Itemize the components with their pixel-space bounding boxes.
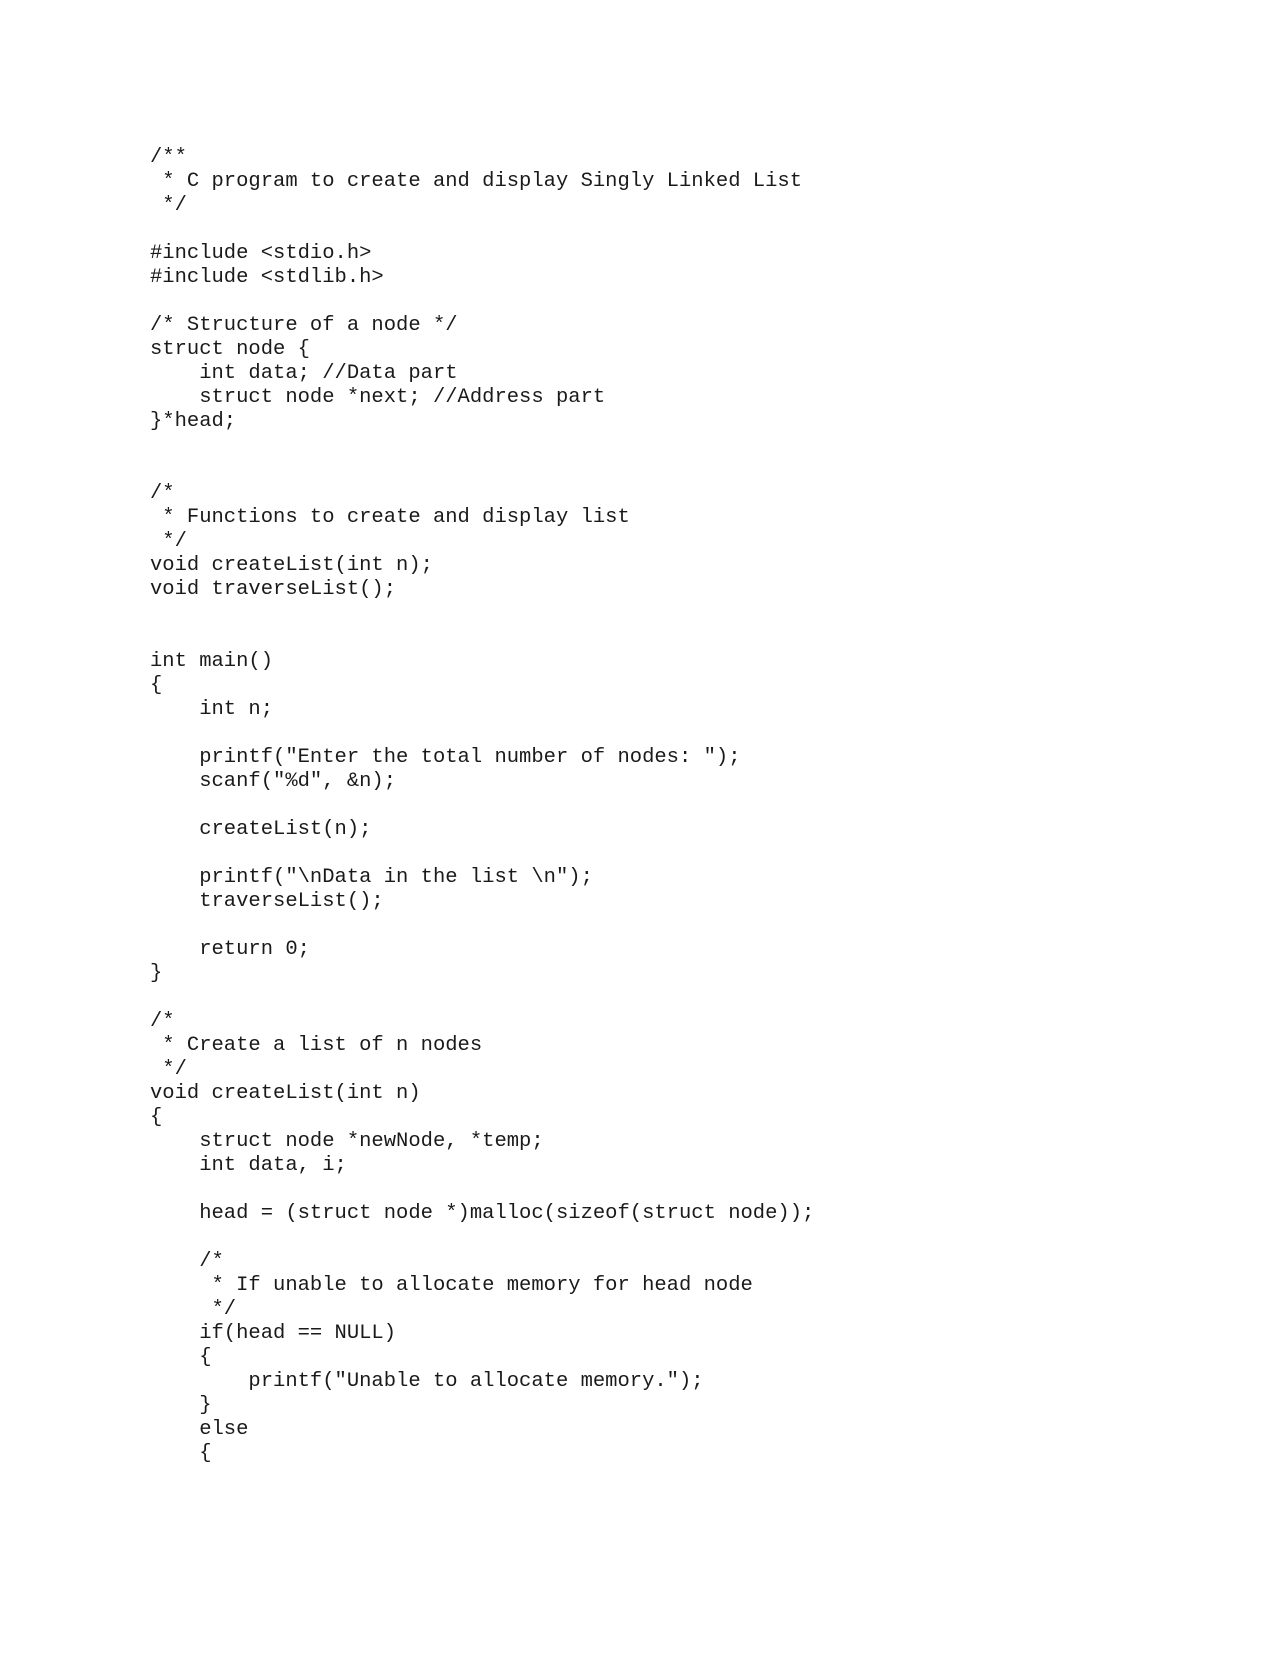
code-line: head = (struct node *)malloc(sizeof(struct node)); [150,1202,815,1225]
code-line: { [150,674,163,697]
code-line: } [150,1394,212,1417]
code-line: int n; [150,698,274,721]
code-line: return 0; [150,938,310,961]
code-line: void createList(int n) [150,1082,421,1105]
code-line: } [150,962,163,985]
code-line: if(head == NULL) [150,1322,397,1345]
code-line: int main() [150,650,274,673]
code-line [150,842,814,866]
code-line: printf("Enter the total number of nodes: "); [150,746,741,769]
code-line [150,602,814,626]
code-line: { [150,1346,212,1369]
code-line: }*head; [150,410,237,433]
code-line: scanf("%d", &n); [150,770,397,793]
code-line: #include <stdio.h> [150,242,372,265]
code-line [150,458,814,482]
code-line: void createList(int n); [150,554,433,577]
code-line [150,1226,814,1250]
code-line: { [150,1442,212,1465]
code-line: */ [150,194,187,217]
code-line: * Functions to create and display list [150,506,630,529]
code-line: * If unable to allocate memory for head node [150,1274,753,1297]
code-line: /** [150,146,187,169]
code-line: else [150,1418,249,1441]
code-line: { [150,1106,163,1129]
code-listing [150,146,814,1466]
code-line: */ [150,530,187,553]
code-line: struct node *newNode, *temp; [150,1130,544,1153]
code-line: /* [150,1250,224,1273]
code-line [150,722,814,746]
code-line: createList(n); [150,818,372,841]
code-line [150,218,814,242]
code-line [150,986,814,1010]
code-line [150,434,814,458]
code-line: #include <stdlib.h> [150,266,384,289]
code-line [150,290,814,314]
code-line: * Create a list of n nodes [150,1034,483,1057]
code-line: /* [150,482,175,505]
code-line: void traverseList(); [150,578,397,601]
code-line: * C program to create and display Singly Linked List [150,170,803,193]
code-line [150,626,814,650]
code-line: int data, i; [150,1154,347,1177]
code-line: int data; //Data part [150,362,458,385]
code-line: /* [150,1010,175,1033]
code-line: struct node *next; //Address part [150,386,606,409]
code-line: traverseList(); [150,890,384,913]
code-line: */ [150,1058,187,1081]
code-line: /* Structure of a node */ [150,314,458,337]
code-line [150,914,814,938]
code-line [150,1178,814,1202]
code-line: printf("Unable to allocate memory."); [150,1370,704,1393]
code-line: printf("\nData in the list \n"); [150,866,593,889]
code-line [150,794,814,818]
code-line: */ [150,1298,237,1321]
code-line: struct node { [150,338,310,361]
